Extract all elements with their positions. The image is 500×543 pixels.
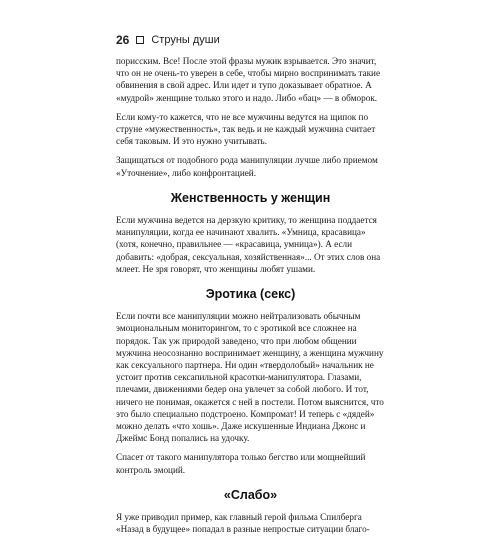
square-icon xyxy=(136,36,144,44)
paragraph: Если кому-то кажется, что не все мужчины ведутся на щипок по струне «мужественность», так ведь и не каждый мужчина считает себя таковым. И это нужно учитывать. xyxy=(116,111,376,147)
section-heading-weak: «Слабо» xyxy=(223,487,278,502)
paragraph: порисским. Все! После этой фразы мужик взрывается. Это значит, что он не очень-то уверен в себе, чтобы мирно воспринимать такие обвинения в свой адрес. Или идет и тупо доказывает обратное. А «мудрой» женщине только этого и надо. Либо «бац» — в обморок. xyxy=(116,56,381,103)
paragraph: Если почти все манипуляции можно нейтрализовать обычным эмоциональным мониторингом, то с эротикой все сложнее на порядок. Так уж природой заведено, что при любом общении мужчина неосознанно воспринимает женщину, а женщина мужчину как сексуального партнера. Ни один «твердолобый» начальник не устоит против сексапильной красотки-манипулятора. Глазами, плечами, движениями бедер она увлечет за собой любого. И тот, ничего не понимая, окажется с ней в постели. Потом выяснится, что это было специально подстроено. Компромат! И теперь с «дядей» можно делать «что хошь». Даже искушенные Индиана Джонс и Джеймс Бонд попались на удочку. xyxy=(116,311,384,444)
paragraph: Защищаться от подобного рода манипуляции лучше либо приемом «Уточнение», либо конфронтацией. xyxy=(116,155,378,178)
section-heading-erotica: Эротика (секс) xyxy=(205,287,296,302)
paragraph: Если мужчина ведется на дерзкую критику, то женщина поддается манипуляции, когда ее начинают хвалить. «Умница, красавица» (хотя, конечно, правильнее — «красавица, умница»). А если добавить: «добрая, сексуальная, хозяйственная»... От этих слов она млеет. Не зря говорят, что женщины любят ушами. xyxy=(116,215,381,274)
paragraph: Спасет от такого манипулятора только бегство или мощнейший контроль эмоций. xyxy=(116,452,366,475)
book-title: Струны души xyxy=(151,34,220,46)
paragraph: Я уже приводил пример, как главный герой фильма Спилберга «Назад в будущее» попадал в разные непростые ситуации благо- xyxy=(116,512,370,535)
running-header xyxy=(116,33,220,47)
page-body xyxy=(116,55,385,543)
section-heading-femininity: Женственность у женщин xyxy=(170,190,331,205)
page-number: 26 xyxy=(116,33,130,47)
